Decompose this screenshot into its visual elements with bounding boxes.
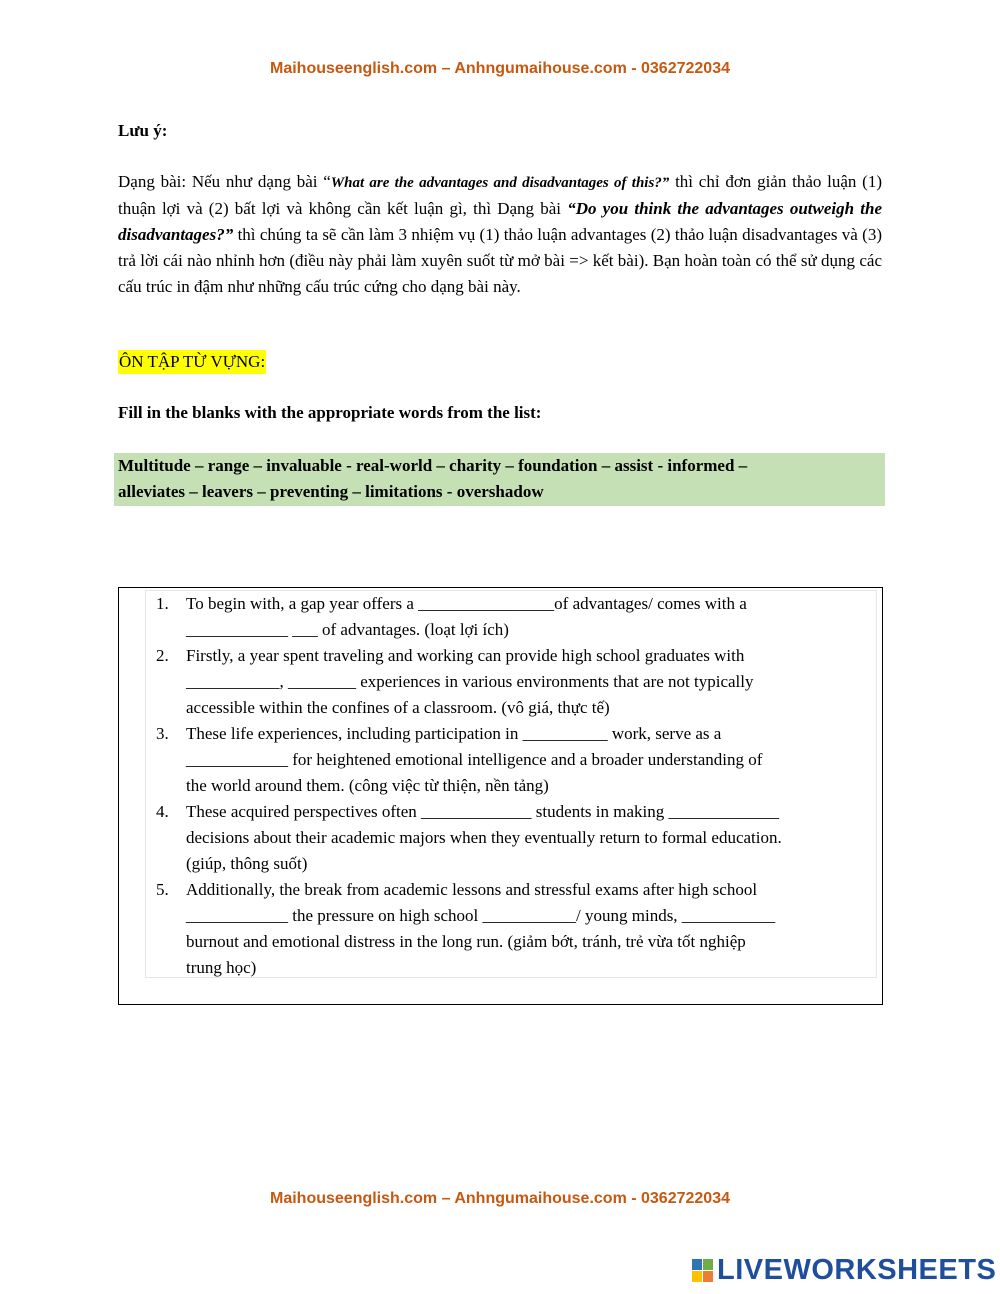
item-line: trung học) [186, 958, 257, 977]
word-list-line: Multitude – range – invaluable - real-world – charity – foundation – assist - informed – [118, 456, 748, 475]
item-line: ____________ ___ of advantages. (loạt lợi ích) [186, 620, 509, 639]
exercise-item [156, 877, 876, 981]
liveworksheets-logo-icon [692, 1259, 713, 1282]
note-text-3: thì chúng ta sẽ cần làm 3 nhiệm vụ (1) thảo luận advantages (2) thảo luận disadvantages và (3) trả lời cái nào nhỉnh hơn (điều này phải làm xuyên suốt từ mở bài => kết bài). Bạn hoàn toàn có thể sử dụng các cấu trúc in đậm như những cấu trúc cứng cho dạng bài này. [118, 225, 882, 296]
exercise-item [156, 643, 876, 721]
item-number: 3. [156, 724, 169, 743]
exercise-item [156, 799, 876, 877]
exercise-inner-table [145, 590, 877, 978]
page-header: Maihouseenglish.com – Anhngumaihouse.com - 0362722034 [270, 60, 730, 77]
item-line: burnout and emotional distress in the long run. (giảm bớt, tránh, trẻ vừa tốt nghiệp [186, 932, 746, 951]
note-question-1: What are the advantages and disadvantages of this?” [330, 175, 670, 191]
item-number: 2. [156, 646, 169, 665]
item-line: To begin with, a gap year offers a ________________of advantages/ comes with a [186, 594, 747, 613]
item-line: (giúp, thông suốt) [186, 854, 308, 873]
item-number: 5. [156, 880, 169, 899]
word-list-line: alleviates – leavers – preventing – limitations - overshadow [118, 482, 544, 501]
note-paragraph [118, 169, 882, 300]
item-line: These life experiences, including participation in __________ work, serve as a [186, 724, 722, 743]
exercise-item [156, 721, 876, 799]
exercise-box [118, 587, 883, 1005]
item-number: 4. [156, 802, 169, 821]
note-question-2: “Do you think the advantages outweigh the disadvantages?” [118, 199, 882, 244]
liveworksheets-brand [692, 1254, 996, 1287]
item-line: decisions about their academic majors when they eventually return to formal education. [186, 828, 782, 847]
item-number: 1. [156, 594, 169, 613]
exercise-item [156, 591, 876, 643]
note-title: Lưu ý: [118, 121, 168, 140]
item-line: Additionally, the break from academic lessons and stressful exams after high school [186, 880, 758, 899]
item-line: Firstly, a year spent traveling and working can provide high school graduates with [186, 646, 745, 665]
exercise-list [156, 591, 876, 981]
item-line: accessible within the confines of a classroom. (vô giá, thực tế) [186, 698, 610, 717]
item-line: ____________ the pressure on high school ___________/ young minds, ___________ [186, 906, 776, 925]
note-text-2: thì chỉ đơn giản thảo luận (1) thuận lợi và (2) bất lợi và không cần kết luận gì, thì Dạng bài [118, 172, 882, 218]
item-line: ____________ for heightened emotional intelligence and a broader understanding of [186, 750, 763, 769]
item-line: ___________, ________ experiences in various environments that are not typically [186, 672, 754, 691]
note-text-1: Dạng bài: Nếu như dạng bài “ [118, 172, 331, 191]
item-line: These acquired perspectives often _____________ students in making _____________ [186, 802, 779, 821]
brand-name: LIVEWORKSHEETS [717, 1254, 997, 1286]
instruction: Fill in the blanks with the appropriate words from the list: [118, 403, 542, 422]
page-footer: Maihouseenglish.com – Anhngumaihouse.com - 0362722034 [270, 1190, 730, 1207]
section-title: ÔN TẬP TỪ VỰNG: [118, 350, 266, 374]
word-list-box [114, 453, 885, 506]
item-line: the world around them. (công việc từ thiện, nền tảng) [186, 776, 549, 795]
